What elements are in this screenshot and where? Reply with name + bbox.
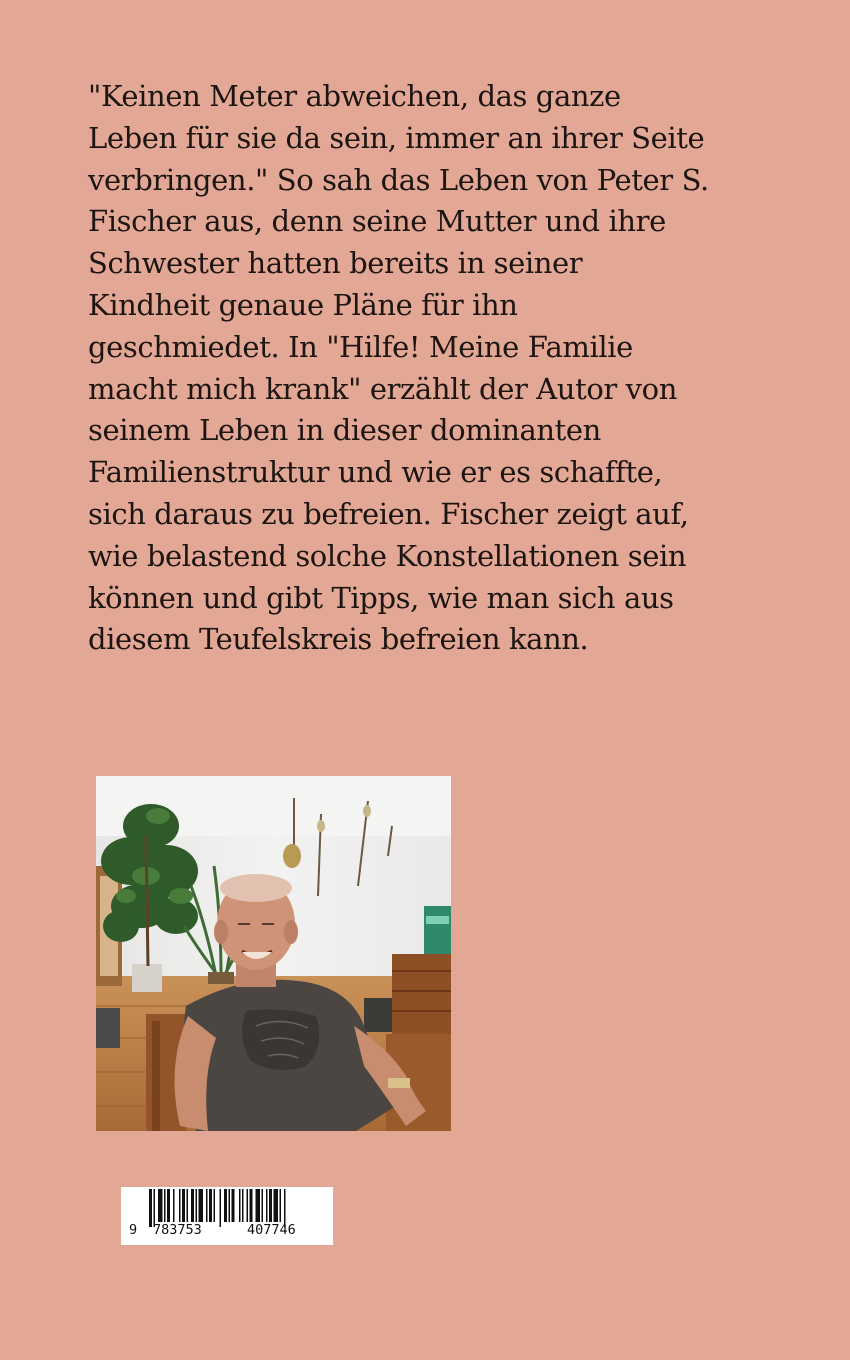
author-photo [96, 776, 451, 1131]
barcode-bar [242, 1189, 244, 1222]
barcode-bar [280, 1189, 282, 1222]
blurb-line: Familienstruktur und wie er es schaffte, [88, 455, 663, 490]
barcode-bar [224, 1189, 227, 1222]
barcode-bar [232, 1189, 235, 1222]
blurb-line: Schwester hatten bereits in seiner [88, 246, 583, 281]
isbn-first-digit: 9 [129, 1222, 138, 1238]
barcode-bar [196, 1189, 198, 1222]
barcode-bar [274, 1189, 279, 1222]
blurb-line: sich daraus zu befreien. Fischer zeigt auf, [88, 496, 689, 531]
barcode-bar [269, 1189, 272, 1222]
barcode-bar [256, 1189, 261, 1222]
barcode-bar [229, 1189, 231, 1222]
barcode-bar [164, 1189, 166, 1222]
blurb-line: verbringen." So sah das Leben von Peter S. [88, 162, 709, 197]
blurb-line: seinem Leben in dieser dominanten [88, 413, 601, 448]
blurb-line: Kindheit genaue Pläne für ihn [88, 287, 518, 322]
barcode-bar [167, 1189, 170, 1222]
barcode-bar [250, 1189, 253, 1222]
barcode-bar [158, 1189, 163, 1222]
barcode-bar [199, 1189, 204, 1222]
barcode-bar [220, 1189, 222, 1227]
barcode-bar [149, 1189, 152, 1227]
barcode-bar [262, 1189, 264, 1222]
barcode-bar [209, 1189, 212, 1222]
blurb-text [88, 76, 788, 661]
barcode-bar [247, 1189, 249, 1222]
barcode-bar [206, 1189, 208, 1222]
barcode-bar [266, 1189, 268, 1222]
barcode-bar [214, 1189, 216, 1222]
blurb-line: geschmiedet. In "Hilfe! Meine Familie [88, 329, 633, 364]
blurb-line: können und gibt Tipps, wie man sich aus [88, 580, 674, 615]
barcode-bar [182, 1189, 185, 1222]
isbn-group-1: 783753 [153, 1222, 202, 1238]
barcode-bar [191, 1189, 194, 1222]
isbn-group-2: 407746 [247, 1222, 296, 1238]
barcode-bar [187, 1189, 189, 1222]
blurb-line: "Keinen Meter abweichen, das ganze [88, 79, 621, 113]
barcode-bar [179, 1189, 181, 1222]
blurb-line: diesem Teufelskreis befreien kann. [88, 622, 589, 657]
blurb-line: Leben für sie da sein, immer an ihrer Seite [88, 120, 705, 155]
barcode-bar [239, 1189, 241, 1222]
barcode-bar [173, 1189, 175, 1222]
isbn-barcode [121, 1187, 333, 1245]
blurb-line: macht mich krank" erzählt der Autor von [88, 371, 677, 406]
blurb-line: Fischer aus, denn seine Mutter und ihre [88, 204, 666, 239]
blurb-line: wie belastend solche Konstellationen sein [88, 538, 687, 573]
